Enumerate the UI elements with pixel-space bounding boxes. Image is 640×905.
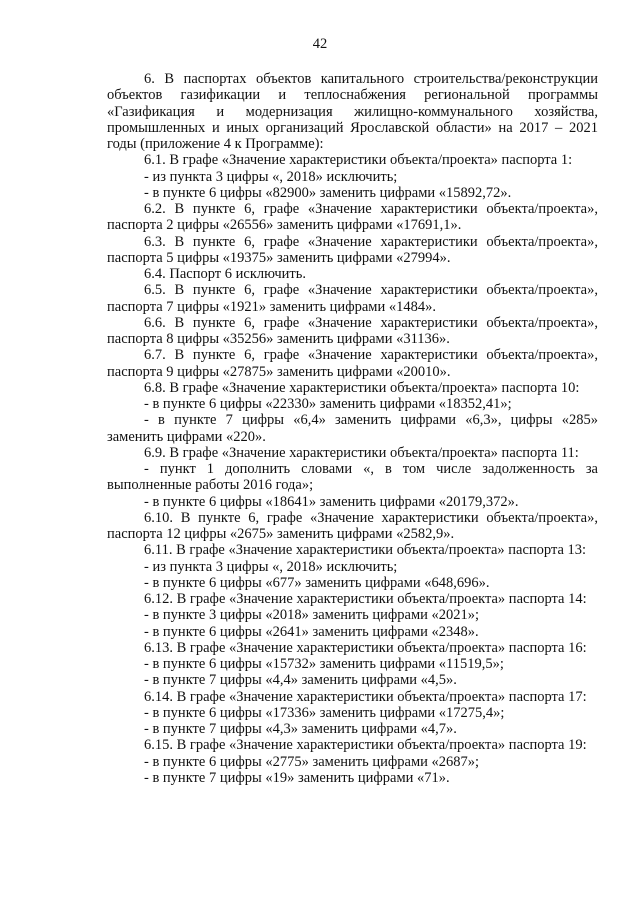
item-6-14: 6.14. В графе «Значение характеристики объекта/проекта» паспорта 17:: [144, 688, 587, 705]
item-6-1-line-1: - из пункта 3 цифры «, 2018» исключить;: [144, 168, 398, 185]
document-body: [107, 71, 598, 786]
item-6-10: 6.10. В пункте 6, графе «Значение характеристики объекта/проекта», паспорта 12 цифры «2675» заменить цифрами «2582,9».: [107, 509, 598, 542]
item-6-15-line-2: - в пункте 7 цифры «19» заменить цифрами «71».: [144, 769, 450, 786]
item-6-2: 6.2. В пункте 6, графе «Значение характеристики объекта/проекта», паспорта 2 цифры «26556» заменить цифрами «17691,1».: [107, 201, 598, 234]
item-6-9-line-2: - в пункте 6 цифры «18641» заменить цифрами «20179,372».: [144, 493, 519, 510]
item-6-4: 6.4. Паспорт 6 исключить.: [144, 266, 307, 282]
item-6-13: 6.13. В графе «Значение характеристики объекта/проекта» паспорта 16:: [144, 639, 587, 656]
item-6-8-line-1: - в пункте 6 цифры «22330» заменить цифрами «18352,41»;: [144, 396, 512, 412]
item-6-3: 6.3. В пункте 6, графе «Значение характеристики объекта/проекта», паспорта 5 цифры «19375» заменить цифрами «27994».: [107, 233, 598, 266]
item-6-7: 6.7. В пункте 6, графе «Значение характеристики объекта/проекта», паспорта 9 цифры «27875» заменить цифрами «20010».: [107, 347, 598, 380]
item-6-9: 6.9. В графе «Значение характеристики объекта/проекта» паспорта 11:: [144, 444, 579, 461]
item-6-8: 6.8. В графе «Значение характеристики объекта/проекта» паспорта 10:: [144, 379, 580, 396]
item-6-14-line-2: - в пункте 7 цифры «4,3» заменить цифрами «4,7».: [144, 721, 457, 737]
item-6-12-line-2: - в пункте 6 цифры «2641» заменить цифрами «2348».: [144, 623, 479, 640]
item-6-15-line-1: - в пункте 6 цифры «2775» заменить цифрами «2687»;: [144, 753, 480, 770]
item-6-13-line-1: - в пункте 6 цифры «15732» заменить цифрами «11519,5»;: [144, 656, 504, 672]
item-6-1-line-2: - в пункте 6 цифры «82900» заменить цифрами «15892,72».: [144, 184, 512, 201]
item-6-15: 6.15. В графе «Значение характеристики объекта/проекта» паспорта 19:: [144, 737, 587, 754]
section-6-intro: 6. В паспортах объектов капитального строительства/реконструкции объектов газификации и теплоснабжения региональной программы «Газификация и модернизация жилищно-коммунального хозяйства, промышленных и иных организаций Ярославской области» на 2017 – 2021 годы (приложение 4 к Программе):: [107, 71, 598, 152]
item-6-12-line-1: - в пункте 3 цифры «2018» заменить цифрами «2021»;: [144, 607, 480, 624]
item-6-9-line-1: - пункт 1 дополнить словами «, в том числе задолженность за выполненные работы 2016 года»;: [107, 461, 598, 494]
item-6-12: 6.12. В графе «Значение характеристики объекта/проекта» паспорта 14:: [144, 591, 587, 607]
item-6-11: 6.11. В графе «Значение характеристики объекта/проекта» паспорта 13:: [144, 542, 587, 559]
item-6-1: 6.1. В графе «Значение характеристики объекта/проекта» паспорта 1:: [144, 152, 573, 169]
item-6-8-line-2: - в пункте 7 цифры «6,4» заменить цифрами «6,3», цифры «285» заменить цифрами «220».: [107, 412, 598, 445]
item-6-14-line-1: - в пункте 6 цифры «17336» заменить цифрами «17275,4»;: [144, 704, 505, 721]
item-6-11-line-2: - в пункте 6 цифры «677» заменить цифрами «648,696».: [144, 574, 490, 591]
item-6-13-line-2: - в пункте 7 цифры «4,4» заменить цифрами «4,5».: [144, 672, 457, 689]
item-6-11-line-1: - из пункта 3 цифры «, 2018» исключить;: [144, 558, 398, 575]
page-number: 42: [312, 36, 328, 52]
item-6-5: 6.5. В пункте 6, графе «Значение характеристики объекта/проекта», паспорта 7 цифры «1921» заменить цифрами «1484».: [107, 282, 598, 315]
item-6-6: 6.6. В пункте 6, графе «Значение характеристики объекта/проекта», паспорта 8 цифры «35256» заменить цифрами «31136».: [107, 314, 598, 347]
